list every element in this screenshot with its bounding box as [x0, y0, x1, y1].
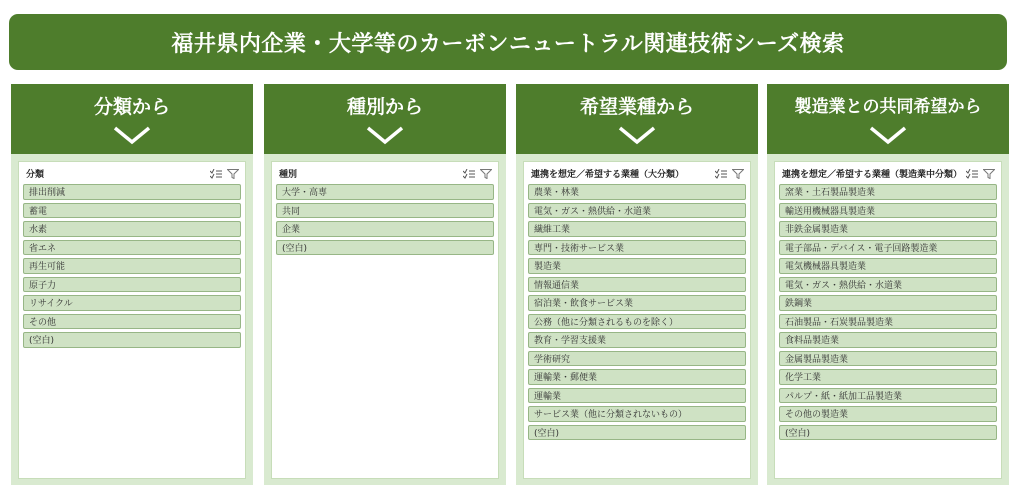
slicer-item[interactable]: 原子力	[23, 277, 241, 293]
slicer-item[interactable]: 再生可能	[23, 258, 241, 274]
slicer-item[interactable]: 企業	[276, 221, 494, 237]
slicer-item[interactable]: 電気・ガス・熱供給・水道業	[779, 277, 997, 293]
slicer-item[interactable]: 電子部品・デバイス・電子回路製造業	[779, 240, 997, 256]
clear-selection-icon[interactable]	[210, 169, 222, 179]
slicer-item[interactable]: 電気機械器具製造業	[779, 258, 997, 274]
slicer-item[interactable]: 専門・技術サービス業	[528, 240, 746, 256]
slicer-header-label: 種別	[279, 170, 298, 180]
column-industry	[516, 84, 758, 485]
slicer-item[interactable]: 排出削減	[23, 184, 241, 200]
column-title: 種別から	[346, 96, 423, 118]
slicer	[18, 161, 246, 479]
slicer-item[interactable]: 共同	[276, 203, 494, 219]
column-manufacturing	[767, 84, 1009, 485]
slicer-item[interactable]: 製造業	[528, 258, 746, 274]
slicer-item[interactable]: 鉄鋼業	[779, 295, 997, 311]
page-title: 福井県内企業・大学等のカーボンニュートラル関連技術シーズ検索	[171, 31, 845, 57]
slicer-item[interactable]: 運輸業・郵便業	[528, 369, 746, 385]
filter-icon[interactable]	[983, 169, 995, 179]
slicer-header	[23, 166, 241, 181]
chevron-down-icon	[365, 125, 405, 145]
column-category	[11, 84, 253, 485]
column-header	[767, 84, 1009, 154]
slicer-item[interactable]: (空白)	[23, 332, 241, 348]
slicer-item[interactable]: その他	[23, 314, 241, 330]
column-header	[264, 84, 506, 154]
slicer-panel	[11, 154, 253, 485]
column-header	[11, 84, 253, 154]
column-header	[516, 84, 758, 154]
slicer-item[interactable]: (空白)	[779, 425, 997, 441]
slicer-item[interactable]: 繊維工業	[528, 221, 746, 237]
slicer-header-label: 連携を想定／希望する業種（製造業中分類）	[782, 170, 963, 180]
slicer-item[interactable]: 金属製品製造業	[779, 351, 997, 367]
slicer-header	[276, 166, 494, 181]
slicer-item[interactable]: 農業・林業	[528, 184, 746, 200]
slicer-header	[528, 166, 746, 181]
slicer-item[interactable]: 情報通信業	[528, 277, 746, 293]
clear-selection-icon[interactable]	[966, 169, 978, 179]
clear-selection-icon[interactable]	[715, 169, 727, 179]
slicer-item[interactable]: 学術研究	[528, 351, 746, 367]
slicer-item[interactable]: 窯業・土石製品製造業	[779, 184, 997, 200]
filter-icon[interactable]	[227, 169, 239, 179]
slicer	[523, 161, 751, 479]
slicer-item[interactable]: 輸送用機械器具製造業	[779, 203, 997, 219]
slicer-item[interactable]: (空白)	[528, 425, 746, 441]
slicer-item[interactable]: パルプ・紙・紙加工品製造業	[779, 388, 997, 404]
slicer-panel	[264, 154, 506, 485]
slicer-item[interactable]: 石油製品・石炭製品製造業	[779, 314, 997, 330]
slicer-item[interactable]: 省エネ	[23, 240, 241, 256]
slicer-item[interactable]: 大学・高専	[276, 184, 494, 200]
chevron-down-icon	[868, 125, 908, 145]
slicer-header-label: 連携を想定／希望する業種（大分類）	[531, 170, 685, 180]
slicer-item[interactable]: 電気・ガス・熱供給・水道業	[528, 203, 746, 219]
slicer-item[interactable]: 宿泊業・飲食サービス業	[528, 295, 746, 311]
slicer-item[interactable]: (空白)	[276, 240, 494, 256]
slicer-item[interactable]: 食料品製造業	[779, 332, 997, 348]
slicer	[271, 161, 499, 479]
page-title-banner	[9, 14, 1007, 70]
slicer-panel	[767, 154, 1009, 485]
slicer-item[interactable]: 水素	[23, 221, 241, 237]
clear-selection-icon[interactable]	[463, 169, 475, 179]
slicer-item[interactable]: 運輸業	[528, 388, 746, 404]
slicer	[774, 161, 1002, 479]
slicer-item[interactable]: 蓄電	[23, 203, 241, 219]
column-title: 希望業種から	[579, 96, 694, 118]
filter-icon[interactable]	[732, 169, 744, 179]
slicer-header	[779, 166, 997, 181]
chevron-down-icon	[112, 125, 152, 145]
slicer-item[interactable]: リサイクル	[23, 295, 241, 311]
slicer-item[interactable]: その他の製造業	[779, 406, 997, 422]
column-title: 分類から	[93, 96, 170, 118]
column-type	[264, 84, 506, 485]
slicer-item[interactable]: 非鉄金属製造業	[779, 221, 997, 237]
filter-icon[interactable]	[480, 169, 492, 179]
slicer-header-label: 分類	[26, 170, 45, 180]
slicer-item[interactable]: 教育・学習支援業	[528, 332, 746, 348]
slicer-item[interactable]: 化学工業	[779, 369, 997, 385]
column-title: 製造業との共同希望から	[794, 97, 982, 117]
slicer-panel	[516, 154, 758, 485]
slicer-item[interactable]: 公務（他に分類されるものを除く）	[528, 314, 746, 330]
chevron-down-icon	[617, 125, 657, 145]
slicer-item[interactable]: サービス業（他に分類されないもの）	[528, 406, 746, 422]
